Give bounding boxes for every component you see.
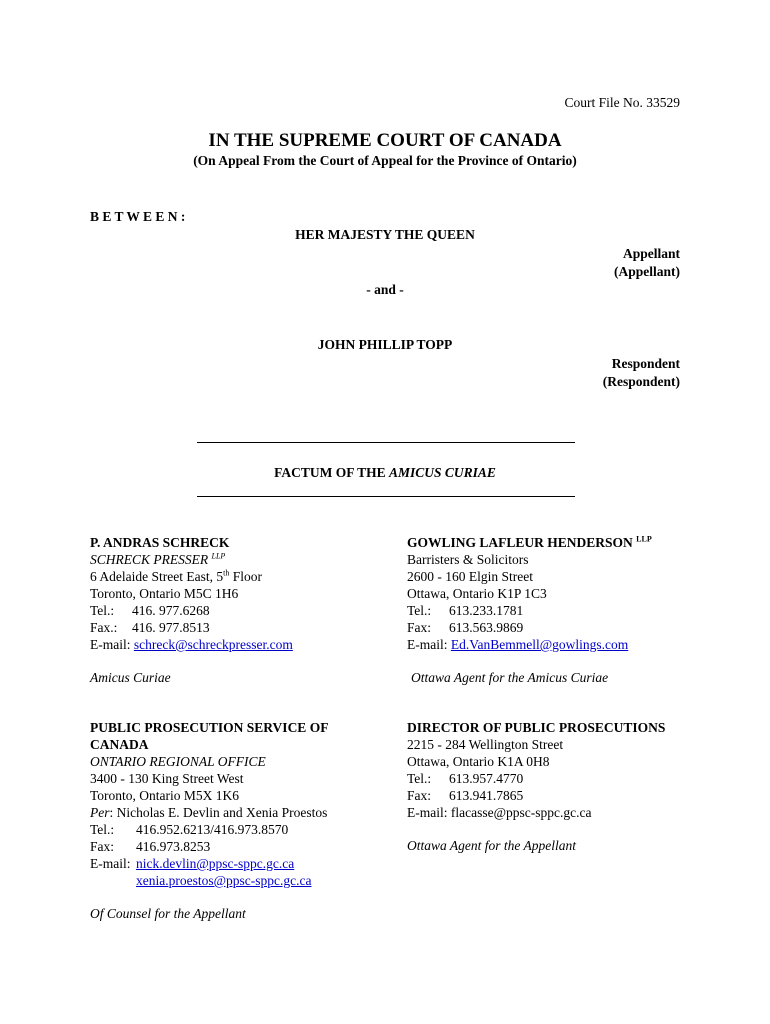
appeal-line: (On Appeal From the Court of Appeal for the Province of Ontario) — [193, 153, 577, 168]
appellant-agent-email: E-mail: flacasse@ppsc-sppc.gc.ca — [407, 805, 592, 820]
court-title: IN THE SUPREME COURT OF CANADA — [208, 130, 562, 151]
respondent-name: JOHN PHILLIP TOPP — [317, 337, 453, 352]
amicus-agent-email: E-mail: Ed.VanBemmell@gowlings.com — [407, 637, 629, 652]
and-separator: - and - — [366, 282, 404, 297]
factum-title-italic: AMICUS CURIAE — [388, 465, 496, 480]
factum-title — [0, 464, 770, 481]
between-label: B E T W E E N : — [90, 209, 186, 224]
appellant-name: HER MAJESTY THE QUEEN — [295, 227, 475, 242]
amicus-agent-block — [407, 534, 652, 653]
appellant-agent-address1: 2215 - 284 Wellington Street — [407, 737, 564, 752]
respondent-role-below: (Respondent) — [602, 374, 680, 389]
amicus-agent-fax: Fax: 613.563.9869 — [407, 620, 524, 635]
appellant-agent-tel: Tel.: 613.957.4770 — [407, 771, 524, 786]
amicus-address2: Toronto, Ontario M5C 1H6 — [90, 586, 239, 601]
amicus-email: E-mail: schreck@schreckpresser.com — [90, 637, 293, 652]
amicus-counsel-block — [90, 534, 293, 653]
amicus-agent-address2: Ottawa, Ontario K1P 1C3 — [407, 586, 547, 601]
factum-title-prefix: FACTUM OF THE — [274, 465, 389, 480]
appellant-counsel-email1-link[interactable]: nick.devlin@ppsc-sppc.gc.ca — [136, 856, 295, 871]
amicus-agent-line1: Barristers & Solicitors — [407, 552, 529, 567]
appellant-counsel-office: ONTARIO REGIONAL OFFICE — [90, 754, 266, 769]
amicus-agent-name: GOWLING LAFLEUR HENDERSON $^{LLP}$ — [407, 534, 652, 550]
appellant-counsel-email2-link[interactable]: xenia.proestos@ppsc-sppc.gc.ca — [136, 873, 312, 888]
amicus-tel: Tel.: 416. 977.6268 — [90, 603, 210, 618]
appellant-counsel-fax: Fax: 416.973.8253 — [90, 839, 211, 854]
court-file-number: Court File No. 33529 — [564, 95, 680, 110]
appellant-agent-block — [407, 719, 665, 821]
amicus-agent-role: Ottawa Agent for the Amicus Curiae — [411, 670, 609, 685]
appellant-counsel-email: E-mail:nick.devlin@ppsc-sppc.gc.ca — [90, 856, 295, 871]
amicus-role: Amicus Curiae — [90, 670, 171, 685]
appellant-counsel-name1: PUBLIC PROSECUTION SERVICE OF — [90, 720, 329, 735]
amicus-agent-tel: Tel.: 613.233.1781 — [407, 603, 524, 618]
appellant-counsel-address2: Toronto, Ontario M5X 1K6 — [90, 788, 240, 803]
amicus-name: P. ANDRAS SCHRECK — [90, 535, 230, 550]
appellant-role: Appellant — [622, 246, 680, 261]
appellant-counsel-email2 — [90, 872, 328, 889]
appellant-agent-role: Ottawa Agent for the Appellant — [407, 838, 576, 853]
appellant-counsel-name2: CANADA — [90, 737, 149, 752]
appellant-counsel-address1: 3400 - 130 King Street West — [90, 771, 244, 786]
appellant-role-below: (Appellant) — [613, 264, 680, 279]
factum-rule-top — [197, 442, 575, 443]
appellant-counsel-tel: Tel.: 416.952.6213/416.973.8570 — [90, 822, 289, 837]
appellant-counsel-role: Of Counsel for the Appellant — [90, 906, 246, 921]
amicus-email-link[interactable]: schreck@schreckpresser.com — [133, 637, 293, 652]
amicus-fax: Fax.: 416. 977.8513 — [90, 620, 210, 635]
appellant-counsel-block — [90, 719, 328, 889]
appellant-agent-address2: Ottawa, Ontario K1A 0H8 — [407, 754, 550, 769]
appellant-agent-fax: Fax: 613.941.7865 — [407, 788, 524, 803]
factum-rule-bottom — [197, 496, 575, 497]
appellant-counsel-per: Per: Nicholas E. Devlin and Xenia Proestos — [90, 805, 328, 820]
amicus-agent-address1: 2600 - 160 Elgin Street — [407, 569, 533, 584]
amicus-agent-email-link[interactable]: Ed.VanBemmell@gowlings.com — [450, 637, 629, 652]
respondent-role: Respondent — [611, 356, 680, 371]
appellant-agent-name: DIRECTOR OF PUBLIC PROSECUTIONS — [407, 720, 666, 735]
amicus-firm: SCHRECK PRESSER $^{LLP}$ — [90, 551, 226, 567]
amicus-address1: 6 Adelaide Street East, 5th Floor — [90, 568, 262, 584]
